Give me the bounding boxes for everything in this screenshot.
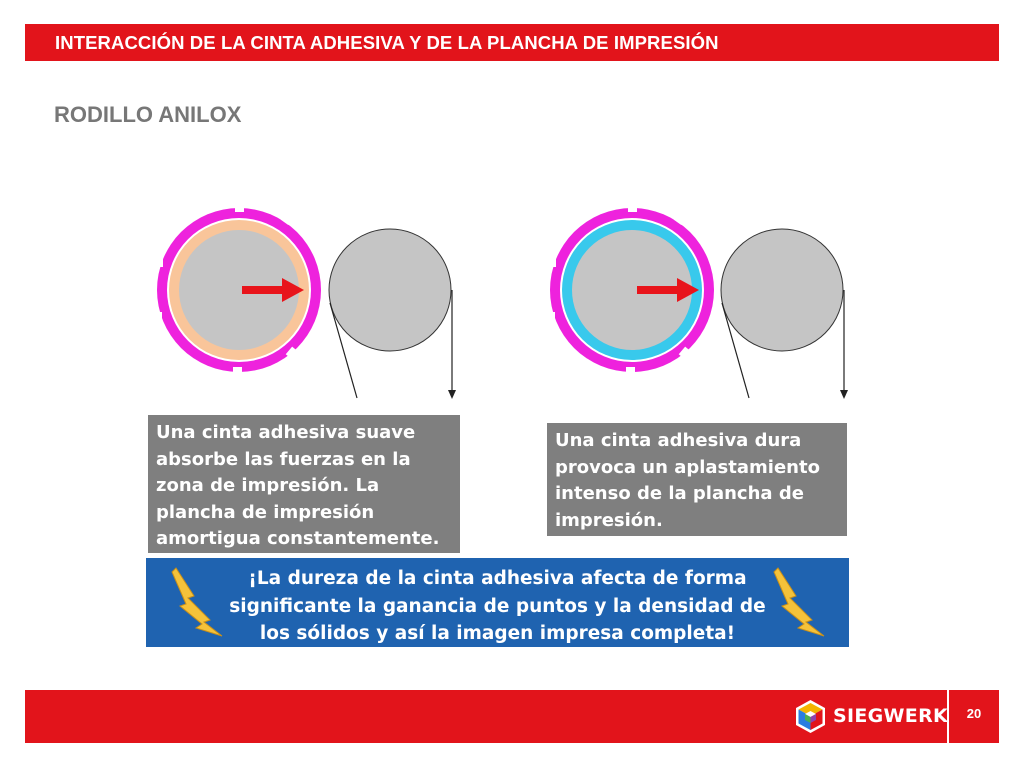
callout-box [146,558,849,647]
slide-subtitle: RODILLO ANILOX [54,102,242,127]
hard-tape-assembly [545,202,848,399]
soft-tape-caption: Una cinta adhesiva suave absorbe las fuerzas en la zona de impresión. La plancha de impresión amortigua constantemente. [156,422,440,549]
lightning-bolt-right-icon [772,566,828,638]
siegwerk-logo-icon [793,699,828,734]
callout-text: ¡La dureza de la cinta adhesiva afecta de forma significante la ganancia de puntos y la densidad de los sólidos y así la imagen impresa completa! [229,568,766,644]
soft-tape-caption-box [146,413,462,555]
lightning-bolt-left-icon [170,566,226,638]
hard-tape-caption: Una cinta adhesiva dura provoca un aplastamiento intenso de la plancha de impresión. [555,430,820,531]
slide-title: INTERACCIÓN DE LA CINTA ADHESIVA Y DE LA PLANCHA DE IMPRESIÓN [55,32,719,53]
brand-name: SIEGWERK [833,705,949,727]
hard-anilox-roller [721,229,848,399]
hard-tape-caption-box [545,421,849,538]
soft-tape-assembly [152,202,456,399]
soft-anilox-roller [329,229,456,399]
page-number: 20 [966,706,982,721]
